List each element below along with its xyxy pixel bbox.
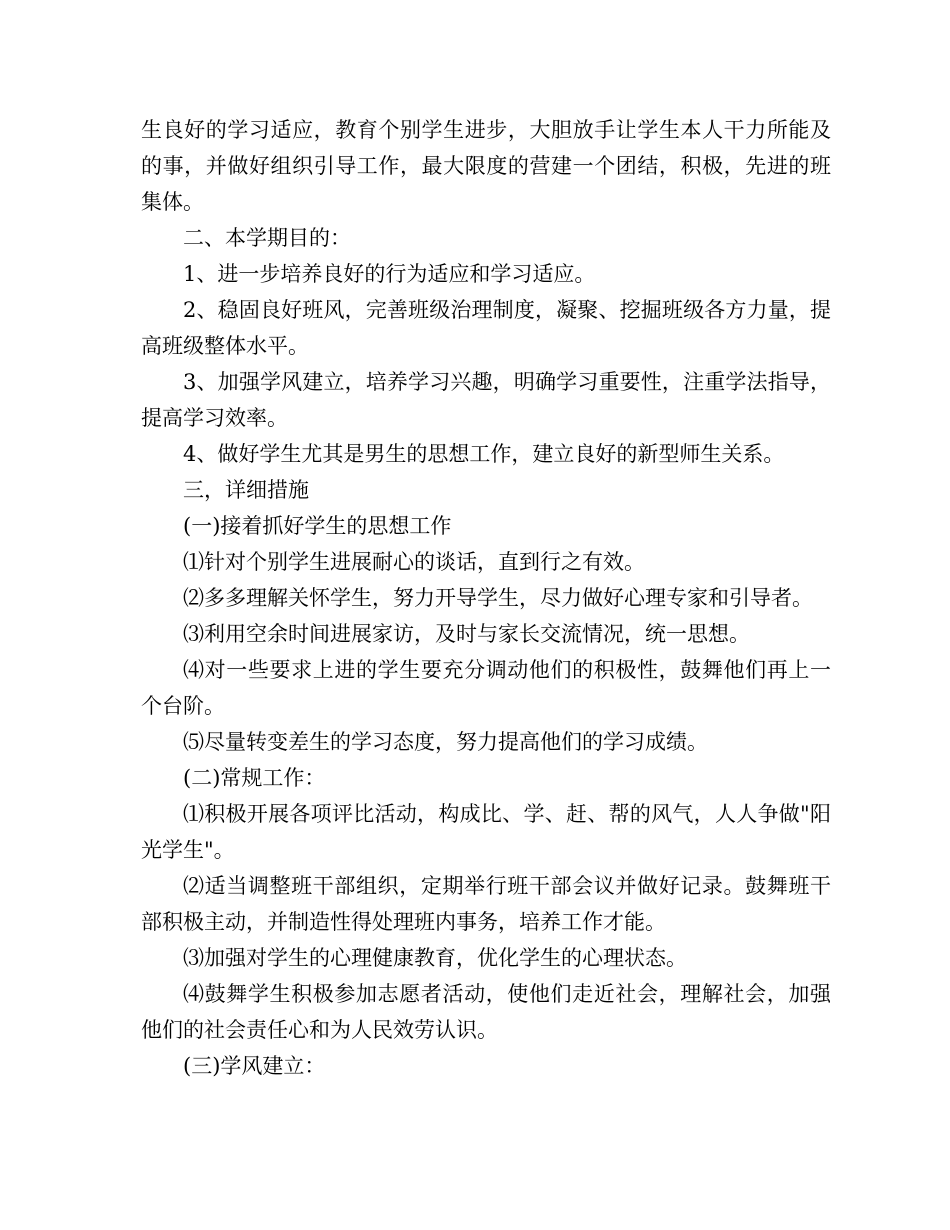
paragraph-intro-continuation: 生良好的学习适应，教育个别学生进步，大胆放手让学生本人干力所能及的事，并做好组织引导工作，最大限度的营建一个团结，积极，先进的班集体。 [141, 118, 831, 214]
measure-item-4: ⑷对一些要求上进的学生要充分调动他们的积极性，鼓舞他们再上一个台阶。 [141, 658, 831, 718]
routine-item-1: ⑴积极开展各项评比活动，构成比、学、赶、帮的风气，人人争做"阳光学生"。 [141, 802, 831, 862]
subheading-ideological-work: (一)接着抓好学生的思想工作 [183, 514, 452, 538]
subheading-routine-work: (二)常规工作： [183, 766, 326, 790]
measure-item-2: ⑵多多理解关怀学生，努力开导学生，尽力做好心理专家和引导者。 [183, 586, 813, 610]
measure-item-1: ⑴针对个别学生进展耐心的谈话，直到行之有效。 [183, 550, 645, 574]
routine-item-4: ⑷鼓舞学生积极参加志愿者活动，使他们走近社会，理解社会，加强他们的社会责任心和为人民效劳认识。 [141, 982, 831, 1042]
goal-item-2: 2、稳固良好班风，完善班级治理制度，凝聚、挖掘班级各方力量，提高班级整体水平。 [141, 298, 831, 358]
measure-item-3: ⑶利用空余时间进展家访，及时与家长交流情况，统一思想。 [183, 622, 750, 646]
document-body [141, 112, 831, 1084]
heading-semester-goals: 二、本学期目的： [183, 226, 351, 250]
goal-item-3: 3、加强学风建立，培养学习兴趣，明确学习重要性，注重学法指导，提高学习效率。 [141, 370, 831, 430]
heading-detailed-measures: 三，详细措施 [183, 478, 309, 502]
goal-item-1: 1、进一步培养良好的行为适应和学习适应。 [183, 262, 596, 286]
subheading-study-style: (三)学风建立： [183, 1054, 326, 1078]
routine-item-3: ⑶加强对学生的心理健康教育，优化学生的心理状态。 [183, 946, 687, 970]
goal-item-4: 4、做好学生尤其是男生的思想工作，建立良好的新型师生关系。 [183, 442, 785, 466]
measure-item-5: ⑸尽量转变差生的学习态度，努力提高他们的学习成绩。 [183, 730, 708, 754]
routine-item-2: ⑵适当调整班干部组织，定期举行班干部会议并做好记录。鼓舞班干部积极主动，并制造性得处理班内事务，培养工作才能。 [141, 874, 831, 934]
